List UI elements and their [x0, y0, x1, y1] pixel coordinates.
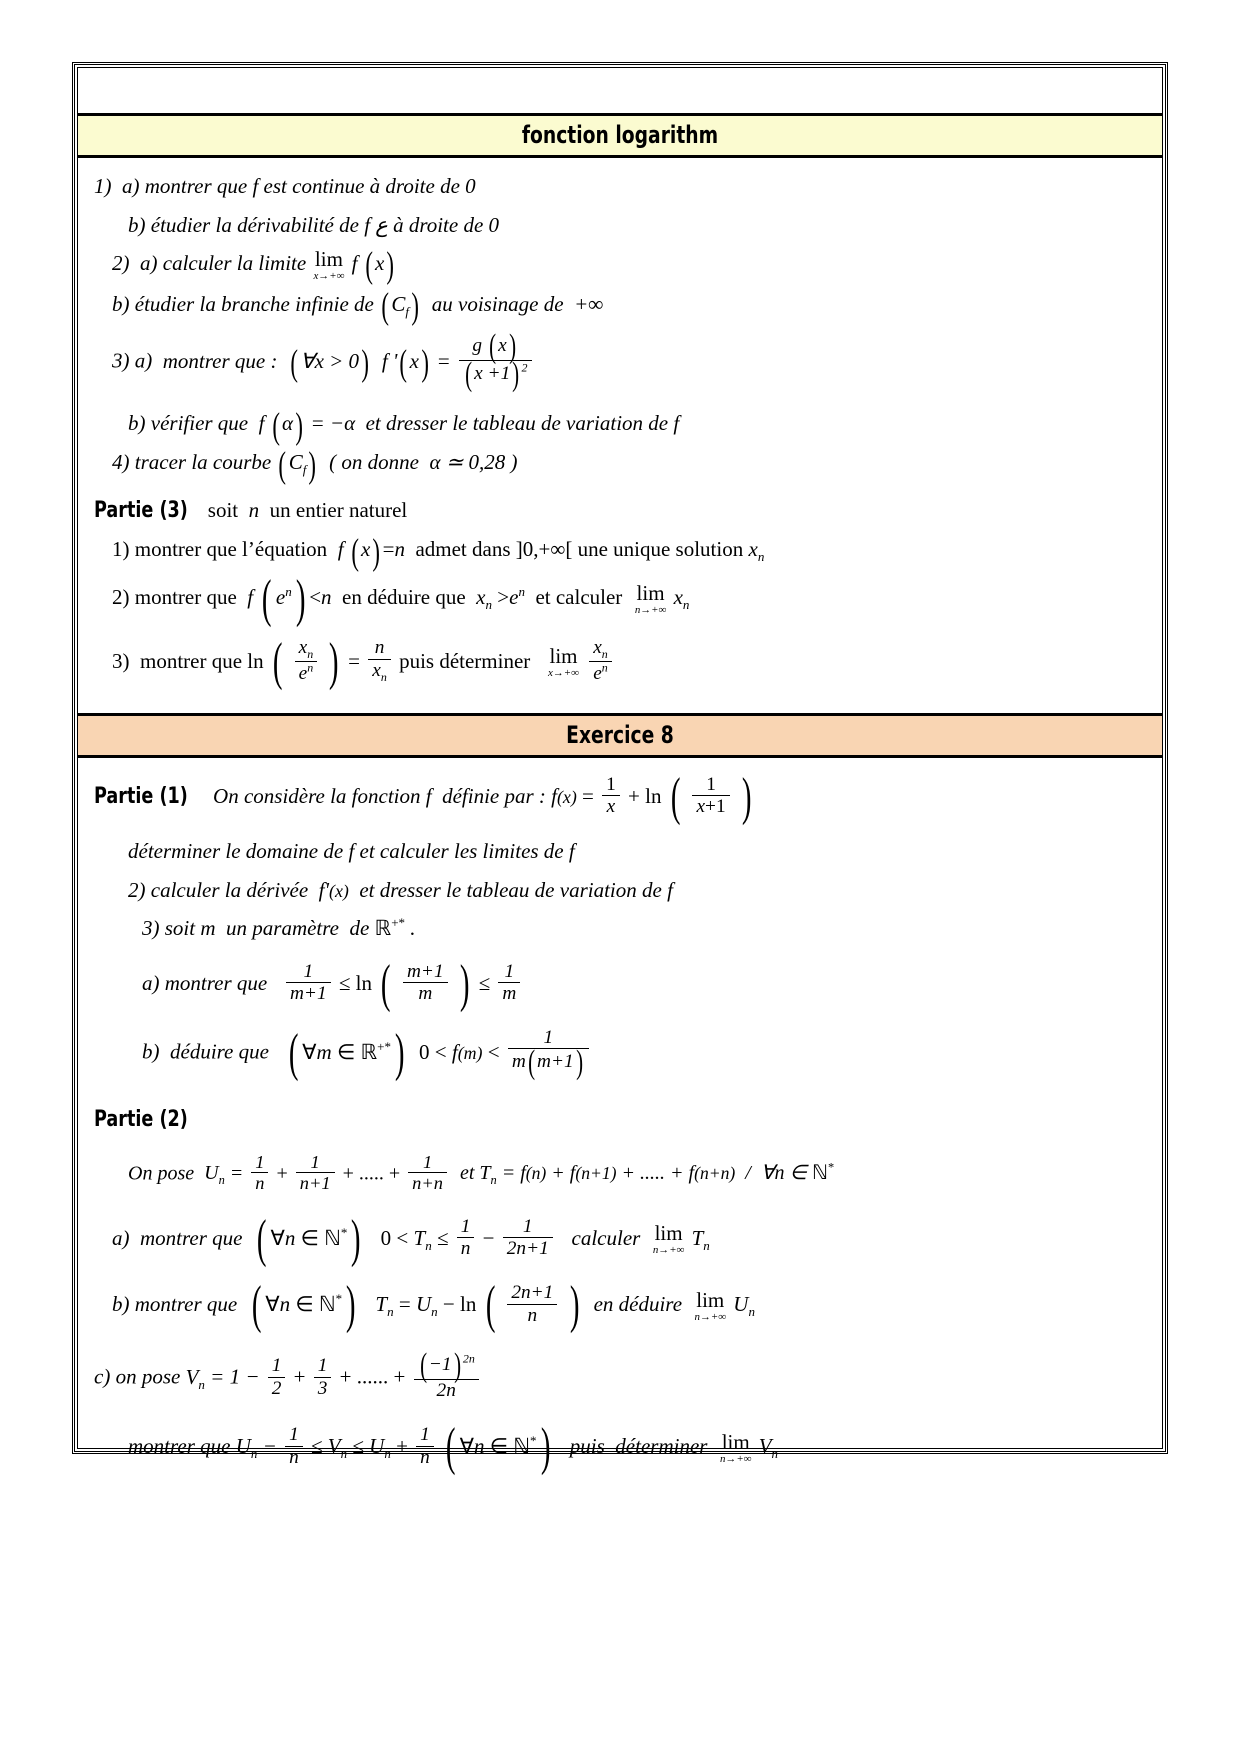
item-e8p1-1-text: déterminer le domaine de f et calculer les limites de f [128, 839, 575, 864]
partie1-heading [94, 768, 1146, 827]
item-1a-text: montrer que f est continue à droite de 0 [144, 174, 476, 198]
limit-n-to-infinity-xn: lim n→+∞ [634, 581, 667, 617]
xn-over-en-fraction: $\frac{x_n}{e^n}$ [295, 637, 318, 685]
item-3b-text: vérifier que f ( α) = −α et dresser le tableau de variation de f [150, 404, 680, 446]
item-e8p2-b-label: b) montrer que [112, 1291, 243, 1316]
item-e8p1-3b: b) déduire que ( ∀m ∈ ℝ+*) 0 < f(m) < $\frac{1}{m( m+1)}$ [94, 1029, 1146, 1079]
header-exercice-8 [78, 713, 1162, 758]
partie2-heading [94, 1103, 1146, 1136]
item-e8p1-3 [94, 913, 1146, 945]
item-4-text: tracer la courbe ( $C_f$) ( on donne α ≃ 0,28 ) [134, 443, 518, 485]
item-2a-text: calculer la limite [162, 251, 307, 275]
item-e8p1-2 [94, 875, 1146, 907]
item-e8p2-a-label: a) montrer que [112, 1225, 248, 1250]
item-1b: b) étudier la dérivabilité de f ع à droite de 0 [128, 212, 500, 237]
section-exercice-8 [78, 758, 1162, 1487]
item-p3-1-text: 1) montrer que l’équation f ( x) =n admet dans ]0,+∞[ une unique solution $x_n$ [112, 530, 765, 572]
limit-n-to-infinity-Vn: lim n→+∞ [719, 1429, 752, 1465]
item-e8p1-2-text: 2) calculer la dérivée f'(x) et dresser le tableau de variation de f [128, 877, 673, 902]
item-e8p1-3-text: 3) soit m un paramètre de ℝ+* . [142, 915, 416, 941]
item-e8p2-pose-text: On pose $U_n$ = [128, 1162, 244, 1188]
header-fonction-logarithm [78, 116, 1162, 158]
derivative-fraction: $\frac{g ( x)}{( x +1) ^2}$ [459, 333, 532, 388]
item-e8p1-3a: a) montrer que $\frac{1}{m+1}$ ≤ ln ( $\frac{m+1}{m}$ ) ≤ $\frac{1}{m}$ [94, 963, 1146, 1007]
limit-n-to-infinity-Tn: lim n→+∞ [652, 1221, 685, 1257]
item-2b: b) étudier la branche infinie de ( $C_f$) au voisinage de +∞ [112, 285, 604, 327]
item-e8p1-3b-label: b) déduire que [142, 1039, 280, 1064]
header-fonction-logarithm-label: fonction logarithm [521, 121, 719, 149]
top-blank-strip [78, 68, 1162, 116]
page-inner-frame [77, 67, 1163, 1477]
item-p3-3-text: 3) montrer que ln [112, 648, 264, 673]
partie1-formula: f(x) = $\frac{1}{x}$ + ln ( $\frac{1}{x+1}$ ) [551, 768, 752, 827]
partie3-heading [94, 494, 1146, 527]
partie2-title: Partie (2) [94, 1106, 188, 1132]
item-e8p2-c2-label: montrer que $U_n$ − [128, 1433, 277, 1462]
item-e8p2-pose: On pose $U_n$ = $\frac{1}{n}$ + $\frac{1}{n+1}$ + ..... + $\frac{1}{n+n}$ et $T_n = f(n) + f(n+1)$ + ..... + f(n+n) / ∀n ∈ ℕ* [128, 1151, 835, 1194]
partie3-title: Partie (3) [94, 498, 188, 524]
item-p3-2-text: 2) montrer que f ( $e^n) <n$ en déduire que $x_n >e^n$ et calculer [112, 569, 628, 628]
item-3b: b) vérifier que f ( α) = −α et dresser le tableau de variation de f [128, 404, 680, 446]
one-over-m-m-plus-1: $\frac{1}{m( m+1)}$ [508, 1027, 589, 1077]
item-e8p2-c-label: c) on pose $V_n = 1$ − [94, 1364, 260, 1393]
limit-x-to-infinity: lim x→+∞ [313, 246, 345, 282]
page-frame [72, 62, 1168, 1477]
item-2a-math: f ( x) [351, 244, 395, 286]
section-logarithm [78, 158, 1162, 713]
n-over-xn-fraction: $\frac{n}{x_n}$ [368, 637, 391, 684]
partie1-intro: On considère la fonction f définie par : [202, 783, 546, 808]
item-2a: 2) a) calculer la limite lim x→+∞ f ( x) [94, 248, 1146, 282]
one-over-m: $\frac{1}{m}$ [498, 961, 520, 1005]
header-exercice-8-label: Exercice 8 [566, 720, 674, 749]
m-plus-1-over-m: $\frac{m+1}{m}$ [403, 961, 448, 1005]
item-e8p1-1 [94, 836, 1146, 868]
item-p3-3: 3) montrer que ln ( $\frac{x_n}{e^n}$ ) = $\frac{n}{x_n}$ puis déterminer lim x→+∞ $\frac{x_n}{e^n}$ [94, 639, 1146, 687]
one-over-m-plus-1: $\frac{1}{m+1}$ [286, 961, 331, 1005]
item-e8p2-a: a) montrer que ( ∀n ∈ ℕ*) $0 < T_n$ ≤ $\frac{1}{n}$ − $\frac{1}{2n+1}$ calculer lim n→+∞ $T_n$ [112, 1209, 710, 1268]
item-e8p2-b: b) montrer que ( ∀n ∈ ℕ*) $T_n = U_n - \ln$ ( $\frac{2n+1}{n}$ ) en déduire lim n→+∞ $U_n$ [112, 1276, 755, 1335]
item-1a: 1) a) montrer que f est continue à droite de 0 [94, 174, 476, 198]
item-p3-2: 2) montrer que f ( $e^n) <n$ en déduire que $x_n >e^n$ et calculer lim n→+∞ $x_n$ [112, 569, 690, 628]
item-3a: 3) a) montrer que : ( ∀x > 0) f '( x) = $\frac{g ( x)}{( x +1) ^2}$ [94, 335, 1146, 390]
item-e8p2-c2: montrer que $U_n$ − $\frac{1}{n}$ ≤ $V_n \le U_n$ + $\frac{1}{n}$ ( ∀n ∈ ℕ*) puis déterminer lim n→+∞ $V_n$ [128, 1418, 779, 1477]
xn-over-en-fraction-2: $\frac{x_n}{e^n}$ [589, 637, 612, 685]
limit-x-to-infinity-ratio: lim x→+∞ [548, 644, 579, 680]
item-2b-text: étudier la branche infinie de ( $C_f$) au voisinage de +∞ [134, 285, 604, 327]
limit-n-to-infinity-Un: lim n→+∞ [694, 1287, 727, 1323]
item-e8p1-3a-label: a) montrer que [142, 970, 278, 995]
item-1b-text: étudier la dérivabilité de f ع à droite de 0 [150, 212, 500, 237]
item-p3-1 [94, 530, 1146, 572]
partie1-title: Partie (1) [94, 783, 188, 809]
partie3-intro: soit n un entier naturel [202, 498, 408, 523]
item-3a-text: montrer que : ( ∀x > 0) f '( x) = [157, 342, 451, 384]
item-e8p2-c: c) on pose $V_n = 1$ − $\frac{1}{2}$ + $\frac{1}{3}$ + ...... + $\frac{( -1) ^{2n}}{2n}$ [94, 1354, 1146, 1404]
item-4: 4) tracer la courbe ( $C_f$) ( on donne α ≃ 0,28 ) [112, 443, 518, 485]
